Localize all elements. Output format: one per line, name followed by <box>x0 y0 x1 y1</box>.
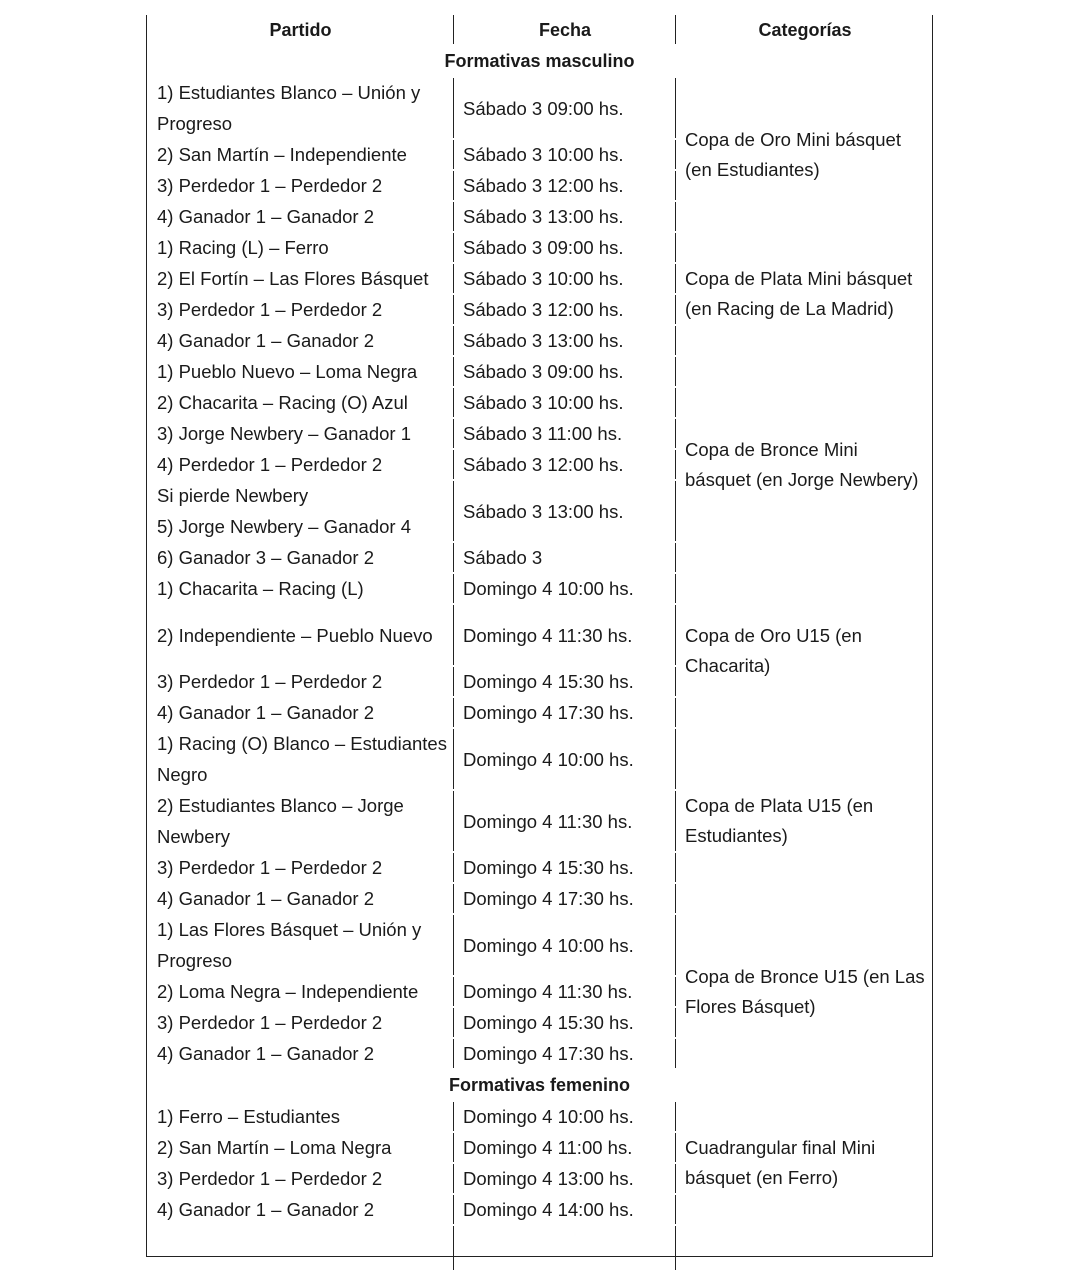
match-cell: 1) Pueblo Nuevo – Loma Negra <box>157 361 418 382</box>
column-divider <box>453 605 454 665</box>
match-cell: 1) Ferro – Estudiantes <box>157 1106 341 1127</box>
column-divider <box>675 15 676 44</box>
date-cell: Sábado 3 10:00 hs. <box>463 268 624 289</box>
column-divider <box>675 1102 676 1131</box>
date-cell: Domingo 4 11:00 hs. <box>463 1137 633 1158</box>
date-cell: Sábado 3 12:00 hs. <box>463 454 624 475</box>
column-divider <box>675 264 676 293</box>
column-divider <box>675 1226 676 1270</box>
category-cell: Copa de Bronce U15 (en Las Flores Básquet) <box>685 965 925 1017</box>
date-cell: Sábado 3 <box>463 547 543 568</box>
column-divider <box>453 233 454 262</box>
match-cell <box>157 480 453 542</box>
column-divider <box>675 1133 676 1162</box>
date-cell: Domingo 4 15:30 hs. <box>463 671 634 692</box>
column-divider <box>675 326 676 355</box>
column-divider <box>675 1164 676 1193</box>
column-divider <box>675 977 676 1006</box>
column-divider <box>453 1039 454 1068</box>
date-cell: Sábado 3 13:00 hs. <box>463 330 624 351</box>
date-cell: Domingo 4 17:30 hs. <box>463 1043 634 1064</box>
date-cell: Sábado 3 13:00 hs. <box>463 500 624 522</box>
column-divider <box>675 233 676 262</box>
column-divider <box>675 450 676 479</box>
column-divider <box>675 295 676 324</box>
header-fecha: Fecha <box>538 20 592 40</box>
date-cell: Domingo 4 11:30 hs. <box>463 810 633 832</box>
date-cell: Sábado 3 09:00 hs. <box>463 97 624 119</box>
column-divider <box>675 171 676 200</box>
column-divider <box>453 326 454 355</box>
column-divider <box>453 915 454 975</box>
column-divider <box>675 202 676 231</box>
category-cell: Copa de Oro Mini básquet (en Estudiantes) <box>685 128 901 180</box>
date-cell: Domingo 4 17:30 hs. <box>463 888 634 909</box>
match-cell: 4) Ganador 1 – Ganador 2 <box>157 330 375 351</box>
column-divider <box>675 419 676 448</box>
match-cell: 4) Ganador 1 – Ganador 2 <box>157 888 375 909</box>
match-cell: 4) Ganador 1 – Ganador 2 <box>157 1199 375 1220</box>
category-cell: Copa de Plata Mini básquet (en Racing de La Madrid) <box>685 268 913 319</box>
column-divider <box>453 667 454 696</box>
match-cell: 2) El Fortín – Las Flores Básquet <box>157 268 429 289</box>
match-cell: 2) Loma Negra – Independiente <box>157 981 419 1002</box>
match-cell: 2) Estudiantes Blanco – Jorge Newbery <box>157 795 404 847</box>
column-divider <box>675 853 676 882</box>
column-divider <box>675 543 676 572</box>
column-divider <box>453 1133 454 1162</box>
column-divider <box>675 357 676 386</box>
column-divider <box>453 419 454 448</box>
match-cell: 2) Independiente – Pueblo Nuevo <box>157 624 433 646</box>
match-cell: 1) Racing (O) Blanco – Estudiantes Negro <box>157 733 447 785</box>
match-cell: 1) Chacarita – Racing (L) <box>157 578 364 599</box>
column-divider <box>675 481 676 541</box>
column-divider <box>453 388 454 417</box>
column-divider <box>453 357 454 386</box>
column-divider <box>453 202 454 231</box>
column-divider <box>453 791 454 851</box>
column-divider <box>453 295 454 324</box>
date-cell: Domingo 4 15:30 hs. <box>463 1012 634 1033</box>
match-text: 5) Jorge Newbery – Ganador 4 <box>157 516 411 537</box>
category-cell: Copa de Plata U15 (en Estudiantes) <box>685 795 874 846</box>
date-cell: Domingo 4 11:30 hs. <box>463 624 633 646</box>
match-cell: 2) San Martín – Independiente <box>157 144 407 165</box>
column-divider <box>453 574 454 603</box>
column-divider <box>675 1039 676 1068</box>
column-divider <box>675 574 676 603</box>
date-cell: Domingo 4 10:00 hs. <box>463 578 634 599</box>
date-cell: Sábado 3 09:00 hs. <box>463 361 624 382</box>
column-divider <box>675 140 676 169</box>
column-divider <box>675 605 676 665</box>
match-cell: 4) Perdedor 1 – Perdedor 2 <box>157 454 383 475</box>
date-cell: Sábado 3 12:00 hs. <box>463 175 624 196</box>
match-cell: 6) Ganador 3 – Ganador 2 <box>157 547 375 568</box>
column-divider <box>675 791 676 851</box>
column-divider <box>453 1195 454 1224</box>
column-divider <box>675 884 676 913</box>
column-divider <box>453 481 454 541</box>
column-divider <box>453 78 454 138</box>
date-cell: Domingo 4 14:00 hs. <box>463 1199 634 1220</box>
schedule-table <box>146 15 933 1257</box>
match-cell: 1) Racing (L) – Ferro <box>157 237 329 258</box>
match-cell: 3) Perdedor 1 – Perdedor 2 <box>157 299 383 320</box>
column-divider <box>675 388 676 417</box>
column-divider <box>675 915 676 975</box>
match-cell: 3) Perdedor 1 – Perdedor 2 <box>157 1168 383 1189</box>
column-divider <box>453 698 454 727</box>
date-cell: Domingo 4 17:30 hs. <box>463 702 634 723</box>
date-cell: Sábado 3 11:00 hs. <box>463 423 623 444</box>
match-note: Si pierde Newbery <box>157 485 309 506</box>
column-divider <box>453 450 454 479</box>
date-cell: Domingo 4 15:30 hs. <box>463 857 634 878</box>
match-cell: 3) Perdedor 1 – Perdedor 2 <box>157 175 383 196</box>
column-divider <box>453 543 454 572</box>
column-divider <box>453 884 454 913</box>
column-divider <box>453 729 454 789</box>
date-cell: Domingo 4 13:00 hs. <box>463 1168 634 1189</box>
match-cell: 2) San Martín – Loma Negra <box>157 1137 392 1158</box>
column-divider <box>453 1164 454 1193</box>
column-divider <box>453 1226 454 1270</box>
column-divider <box>675 698 676 727</box>
match-cell: 1) Las Flores Básquet – Unión y Progreso <box>157 919 422 971</box>
header-categorias: Categorías <box>758 20 852 40</box>
column-divider <box>675 78 676 138</box>
date-cell: Domingo 4 11:30 hs. <box>463 981 633 1002</box>
match-cell: 4) Ganador 1 – Ganador 2 <box>157 1043 375 1064</box>
match-cell: 4) Ganador 1 – Ganador 2 <box>157 206 375 227</box>
column-divider <box>453 171 454 200</box>
column-divider <box>675 1195 676 1224</box>
date-cell: Domingo 4 10:00 hs. <box>463 1106 634 1127</box>
date-cell: Domingo 4 10:00 hs. <box>463 748 634 770</box>
date-cell: Sábado 3 12:00 hs. <box>463 299 624 320</box>
header-partido: Partido <box>269 20 332 40</box>
section-title-masculino: Formativas masculino <box>444 51 635 71</box>
column-divider <box>453 1102 454 1131</box>
column-divider <box>453 140 454 169</box>
column-divider <box>453 1008 454 1037</box>
match-cell: 2) Chacarita – Racing (O) Azul <box>157 392 408 413</box>
category-cell: Copa de Bronce Mini básquet (en Jorge Newbery) <box>685 438 919 490</box>
match-cell: 3) Perdedor 1 – Perdedor 2 <box>157 857 383 878</box>
date-cell: Sábado 3 10:00 hs. <box>463 144 624 165</box>
match-cell: 3) Jorge Newbery – Ganador 1 <box>157 423 411 444</box>
match-cell: 3) Perdedor 1 – Perdedor 2 <box>157 1012 383 1033</box>
category-cell: Cuadrangular final Mini básquet (en Ferro) <box>685 1137 876 1188</box>
match-cell: 1) Estudiantes Blanco – Unión y Progreso <box>157 82 421 134</box>
date-cell: Sábado 3 09:00 hs. <box>463 237 624 258</box>
column-divider <box>453 15 454 44</box>
match-cell: 3) Perdedor 1 – Perdedor 2 <box>157 671 383 692</box>
column-divider <box>675 729 676 789</box>
date-cell: Sábado 3 10:00 hs. <box>463 392 624 413</box>
section-title-femenino: Formativas femenino <box>448 1075 631 1095</box>
match-cell: 4) Ganador 1 – Ganador 2 <box>157 702 375 723</box>
column-divider <box>453 977 454 1006</box>
column-divider <box>453 853 454 882</box>
column-divider <box>675 667 676 696</box>
date-cell: Sábado 3 13:00 hs. <box>463 206 624 227</box>
category-cell: Copa de Oro U15 (en Chacarita) <box>685 624 862 676</box>
column-divider <box>453 264 454 293</box>
column-divider <box>675 1008 676 1037</box>
date-cell: Domingo 4 10:00 hs. <box>463 934 634 956</box>
